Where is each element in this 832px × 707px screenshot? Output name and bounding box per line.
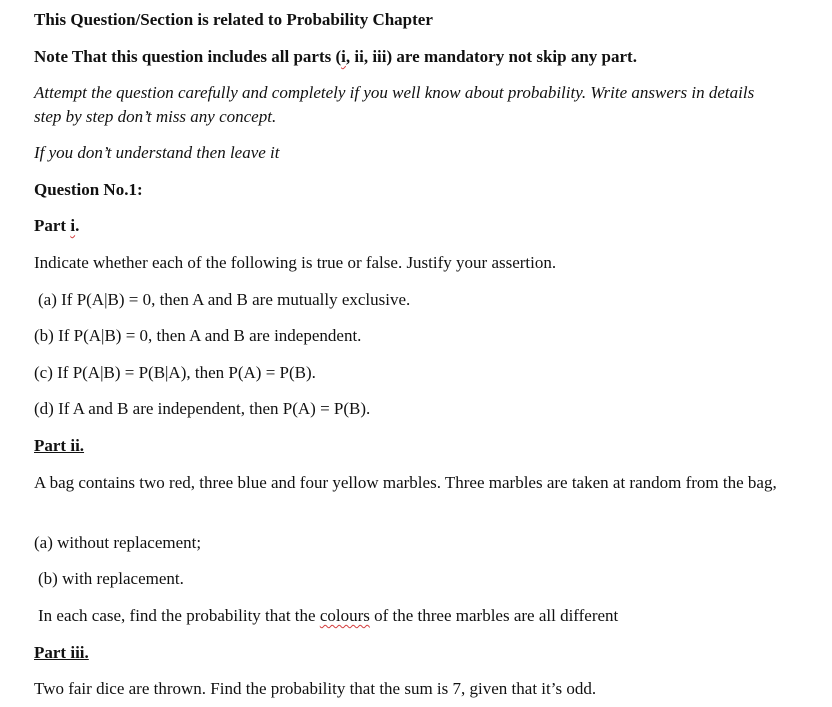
part-i-suffix: . [75,216,80,235]
part-i-item-c: (c) If P(A|B) = P(B|A), then P(A) = P(B). [34,363,316,382]
part-ii-item-a: (a) without replacement; [34,533,202,552]
part-iii-heading: Part iii. [34,643,89,662]
part-iii-prompt: Two fair dice are thrown. Find the probability that the sum is 7, given that it’s odd. [34,679,597,698]
section-title: This Question/Section is related to Probability Chapter [34,10,433,29]
part-ii-heading: Part ii. [34,436,85,455]
question-heading: Question No.1: [34,180,143,199]
leave-instruction: If you don’t understand then leave it [34,143,280,162]
final-question-start: In each case, find the probability that the [38,606,320,625]
part-i-item-d: (d) If A and B are independent, then P(A) = P(B). [34,399,371,418]
spellcheck-flag-part-i: i [70,216,76,235]
part-i-item-b: (b) If P(A|B) = 0, then A and B are independent. [34,326,362,345]
part-ii-final-question [38,604,618,628]
note-text-start: Note That this question includes all parts ( [34,47,342,66]
part-i-heading [34,214,79,238]
attempt-instructions: Attempt the question carefully and completely if you well know about probability. Write answers in details step by step don’t miss any concept. [34,83,755,126]
spellcheck-flag-colours: colours [319,606,370,625]
part-ii-item-b: (b) with replacement. [38,569,184,588]
spellcheck-flag-i: i [341,47,346,66]
mandatory-note [34,45,637,69]
part-i-item-a: (a) If P(A|B) = 0, then A and B are mutually exclusive. [38,290,411,309]
part-i-prefix: Part [34,216,71,235]
final-question-end: of the three marbles are all different [369,606,619,625]
part-i-prompt: Indicate whether each of the following is true or false. Justify your assertion. [34,253,557,272]
note-text-end: , ii, iii) are mandatory not skip any part. [345,47,637,66]
part-ii-prompt: A bag contains two red, three blue and four yellow marbles. Three marbles are taken at random from the bag, [34,473,777,492]
